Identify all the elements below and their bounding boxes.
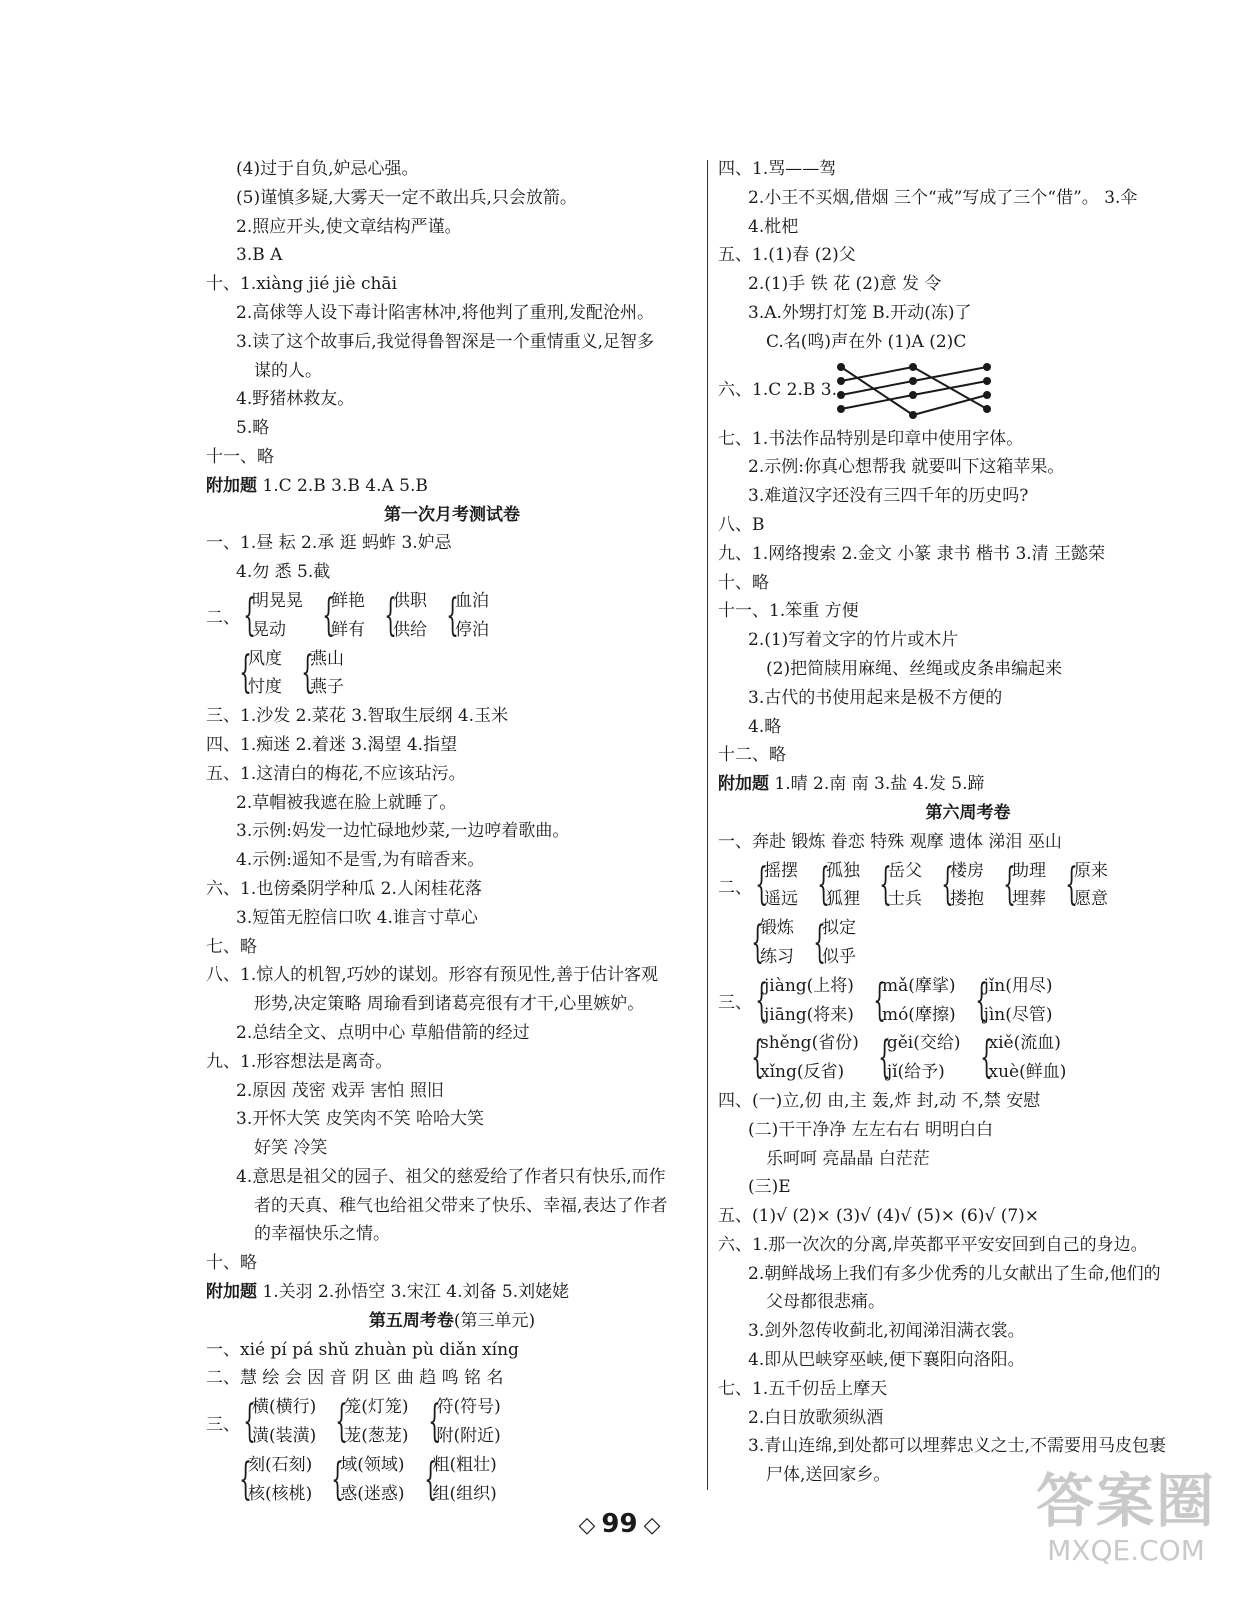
answer-line: 七、略 [206, 936, 257, 957]
pair-word: jìn(尽管) [983, 1004, 1053, 1025]
pair-word: 茏(葱茏) [344, 1426, 409, 1447]
word-pair [1000, 857, 1046, 915]
word-pairs-row [718, 857, 1218, 915]
pair-word: 埋葬 [1012, 889, 1046, 910]
answer-line: 5.略 [236, 418, 270, 439]
question-number: 三、 [718, 993, 752, 1014]
word-pair [240, 1393, 316, 1451]
answer-line: 八、B [718, 514, 765, 535]
answer-line: 好笑 冷笑 [254, 1138, 328, 1159]
pair-word: 风度 [248, 648, 282, 669]
pair-word: xuè(鲜血) [988, 1062, 1067, 1083]
pair-word: 组(组织) [432, 1483, 497, 1504]
pair-word: 孤独 [826, 860, 860, 881]
pair-word: 供职 [393, 590, 427, 611]
answer-line: 八、1.惊人的机智,巧妙的谋划。形容有预见性,善于估计客观 [206, 965, 659, 986]
word-pair [876, 857, 922, 915]
brace-icon: { [878, 1032, 891, 1084]
answer-line: 3.开怀大笑 皮笑肉不笑 哈哈大笑 [236, 1109, 485, 1130]
brace-icon: { [239, 647, 252, 699]
answer-line: (三)E [748, 1177, 791, 1198]
match-dot [984, 378, 990, 384]
watermark-url: MXQE.COM [1047, 1534, 1205, 1567]
answer-line: 乐呵呵 亮晶晶 白茫茫 [766, 1148, 930, 1169]
match-dot [838, 392, 844, 398]
pair-word: 燕山 [310, 648, 344, 669]
pair-word: 遥远 [764, 889, 798, 910]
pair-word: 附(附近) [436, 1426, 501, 1447]
brace-icon: { [873, 974, 886, 1026]
question-number: 三、 [206, 1414, 240, 1435]
bonus-answers: 1.晴 2.南 南 3.盐 4.发 5.蹄 [774, 774, 985, 795]
answer-line: 3.读了这个故事后,我觉得鲁智深是一个重情重义,足智多 [236, 331, 655, 352]
word-pairs-row [206, 1451, 698, 1509]
word-pair [814, 857, 860, 915]
brace-icon: { [751, 916, 764, 968]
brace-icon: { [384, 589, 397, 641]
answer-line: 3.A.外甥打灯笼 B.开动(冻)了 [748, 302, 972, 323]
section-title-sub: (第三单元) [453, 1310, 536, 1331]
word-pairs-row [206, 645, 698, 703]
bonus-line [718, 770, 1218, 799]
answer-line: 五、1.这清白的梅花,不应该玷污。 [206, 763, 466, 784]
pair-word: gěi(交给) [886, 1033, 961, 1054]
pair-word: 横(横行) [252, 1397, 317, 1418]
answer-line: (二)干干净净 左左右右 明明白白 [748, 1119, 994, 1140]
pair-word: 楼房 [950, 860, 984, 881]
answer-line: 3.短笛无腔信口吹 4.谁言寸草心 [236, 907, 478, 928]
word-pair [748, 1029, 859, 1087]
pair-word: 岳父 [888, 860, 922, 881]
word-pair [748, 914, 794, 972]
pair-word: 锻炼 [760, 918, 794, 939]
answer-line: 2.(1)手 铁 花 (2)意 发 令 [748, 274, 942, 295]
pair-word: xǐng(反省) [760, 1062, 845, 1083]
answer-line: 3.难道汉字还没有三四千年的历史吗? [748, 486, 1029, 507]
pair-word: 似乎 [822, 946, 856, 967]
pair-word: 助理 [1012, 860, 1046, 881]
pair-word: 拟定 [822, 918, 856, 939]
answer-line: 一、奔赴 锻炼 眷恋 特殊 观摩 遗体 涕泪 巫山 [718, 831, 1062, 852]
pair-word: jǐn(用尽) [983, 975, 1053, 996]
answer-line: 四、(一)立,仞 由,主 轰,炸 封,动 不,禁 安慰 [718, 1090, 1041, 1111]
answer-line: C.名(鸣)声在外 (1)A (2)C [766, 331, 967, 352]
match-dot [910, 392, 916, 398]
pair-word: mǎ(摩挲) [881, 975, 956, 996]
left-column [206, 155, 698, 1508]
answer-line: 四、1.痴迷 2.着迷 3.渴望 4.指望 [206, 734, 458, 755]
word-pairs-row [718, 1029, 1218, 1087]
bonus-heading: 附加题 [718, 774, 769, 795]
pair-word: 刻(石刻) [248, 1454, 313, 1475]
match-dot [910, 378, 916, 384]
brace-icon: { [1065, 859, 1078, 911]
answer-line: 四、1.骂——驾 [718, 159, 837, 179]
question-number: 二、 [718, 877, 752, 898]
word-pair [240, 587, 303, 645]
word-pair [752, 972, 854, 1030]
answer-line: 2.朝鲜战场上我们有多少优秀的儿女献出了生命,他们的 [748, 1263, 1161, 1284]
pair-word: 惑(迷惑) [340, 1483, 405, 1504]
answer-line: 2.草帽被我遮在脸上就睡了。 [236, 792, 457, 813]
brace-icon: { [243, 589, 256, 641]
brace-icon: { [974, 974, 988, 1026]
answer-line: 2.示例:你真心想帮我 就要叫下这箱苹果。 [748, 457, 1065, 478]
brace-icon: { [941, 859, 954, 911]
answer-line: 十一、略 [206, 446, 274, 467]
brace-icon: { [331, 1453, 345, 1505]
match-dot [838, 364, 844, 370]
answer-line: 3.示例:妈发一边忙碌地炒菜,一边哼着歌曲。 [236, 821, 570, 842]
word-pair [421, 1451, 497, 1509]
answer-line: 三、1.沙发 2.菜花 3.智取生辰纲 4.玉米 [206, 706, 509, 727]
pair-word: 练习 [760, 946, 794, 967]
word-pair [810, 914, 856, 972]
pair-word: shěng(省份) [760, 1033, 859, 1054]
pair-word: 狐狸 [826, 889, 860, 910]
brace-icon: { [423, 1453, 437, 1505]
bonus-heading: 附加题 [206, 1282, 257, 1303]
watermark-logo [1031, 1468, 1221, 1596]
right-column [718, 155, 1218, 1490]
pair-word: 明晃晃 [252, 590, 303, 611]
brace-icon: { [817, 859, 830, 911]
answer-line: 3.青山连绵,到处都可以埋葬忠义之士,不需要用马皮包裹 [748, 1436, 1167, 1457]
answer-line: 一、1.昼 耘 2.承 逛 蚂蚱 3.妒忌 [206, 533, 452, 554]
answer-line: 十、1.xiàng jié jiè chāi [206, 274, 398, 295]
pair-word: 符(符号) [436, 1397, 501, 1418]
diamond-icon: ◇ [643, 1513, 661, 1538]
answer-line: 4.略 [748, 716, 782, 737]
answer-line: 2.(1)写着文字的竹片或木片 [748, 630, 959, 651]
answer-line: 3.剑外忽传收蓟北,初闻涕泪满衣裳。 [748, 1321, 1025, 1342]
pair-word: 晃动 [252, 619, 286, 640]
pair-word: 潢(装潢) [252, 1426, 317, 1447]
word-pairs-row [206, 1393, 698, 1451]
brace-icon: { [755, 974, 768, 1026]
match-dot [984, 392, 990, 398]
pair-word: jǐ(给予) [886, 1062, 945, 1083]
section-title: 第六周考卷 [925, 802, 1011, 823]
match-dot [984, 406, 990, 412]
brace-icon: { [446, 589, 459, 641]
pair-word: 供给 [393, 619, 427, 640]
brace-icon: { [1003, 859, 1016, 911]
match-dot [910, 412, 916, 418]
brace-icon: { [427, 1396, 441, 1448]
answer-line: 九、1.形容想法是离奇。 [206, 1051, 393, 1072]
answer-line: 六、1.也傍桑阴学种瓜 2.人闲桂花落 [206, 878, 482, 899]
answer-line: 4.即从巴峡穿巫峡,便下襄阳向洛阳。 [748, 1350, 1025, 1371]
answer-line: 五、1.(1)春 (2)父 [718, 245, 856, 266]
answer-line: 2.照应开头,使文章结构严谨。 [236, 216, 462, 237]
answer-line: 2.小王不买烟,借烟 三个“戒”写成了三个“借”。 3.伞 [748, 187, 1138, 208]
answer-line: 2.总结全文、点明中心 草船借箭的经过 [236, 1022, 530, 1043]
answer-line: 六、1.那一次次的分离,岸英都平平安安回到自己的身边。 [718, 1234, 1148, 1255]
word-pair [443, 587, 489, 645]
answer-line: 2.高俅等人设下毒计陷害林冲,将他判了重刑,发配沧州。 [236, 302, 655, 323]
answer-line: 4.勿 悉 5.截 [236, 562, 331, 583]
answer-line: 者的天真、稚气也给祖父带来了快乐、幸福,表达了作者 [254, 1195, 668, 1216]
brace-icon: { [239, 1453, 252, 1505]
word-pair [236, 1451, 312, 1509]
word-pair [752, 857, 798, 915]
answer-line: 父母都很悲痛。 [766, 1292, 885, 1313]
pair-word: 停泊 [455, 619, 489, 640]
brace-icon: { [335, 1396, 349, 1448]
diamond-icon: ◇ [578, 1513, 596, 1538]
word-pair [381, 587, 427, 645]
pair-word: jiāng(将来) [764, 1004, 854, 1025]
pair-word: 摇摆 [764, 860, 798, 881]
pair-word: 原来 [1074, 860, 1108, 881]
question-number: 二、 [206, 608, 240, 629]
pair-word: 核(核桃) [248, 1483, 313, 1504]
answer-line: 十、略 [206, 1253, 257, 1274]
answer-line: 九、1.网络搜索 2.金文 小篆 隶书 楷书 3.清 王懿荣 [718, 543, 1106, 564]
answer-line: 4.意思是祖父的园子、祖父的慈爱给了作者只有快乐,而作 [236, 1166, 666, 1187]
word-pairs-row [718, 914, 1218, 972]
watermark-text: 答案圈 [1035, 1467, 1216, 1535]
answer-line: 3.B A [236, 245, 283, 266]
word-pair [1062, 857, 1108, 915]
match-dot [838, 406, 844, 412]
pair-word: 粗(粗壮) [432, 1454, 497, 1475]
answer-line: 十一、1.笨重 方便 [718, 601, 859, 622]
matching-diagram [837, 361, 1007, 421]
word-pair [938, 857, 984, 915]
match-dot [910, 364, 916, 370]
brace-icon: { [751, 1032, 764, 1084]
pair-word: 搂抱 [950, 889, 984, 910]
answer-line: 形势,决定策略 周瑜看到诸葛亮很有才干,心里嫉妒。 [254, 994, 645, 1015]
answer-line: 3.古代的书使用起来是极不方便的 [748, 687, 1003, 708]
bonus-answers: 1.C 2.B 3.B 4.A 5.B [262, 475, 428, 496]
answer-line: 4.野猪林救友。 [236, 389, 355, 410]
matching-line [718, 357, 1218, 425]
word-pair [425, 1393, 501, 1451]
word-pair [328, 1451, 404, 1509]
word-pair [332, 1393, 408, 1451]
answer-line: 2.原因 茂密 戏弄 害怕 照旧 [236, 1080, 444, 1101]
pair-word: 鲜有 [331, 619, 365, 640]
bonus-heading: 附加题 [206, 475, 257, 496]
brace-icon: { [322, 589, 335, 641]
word-pair [870, 972, 956, 1030]
match-dot [984, 364, 990, 370]
pair-word: 鲜艳 [331, 590, 365, 611]
page-number-value: 99 [601, 1509, 638, 1539]
word-pair [298, 645, 344, 703]
pair-word: mó(摩擦) [881, 1004, 956, 1025]
word-pairs-row [206, 587, 698, 645]
answer-line: 谋的人。 [254, 360, 322, 381]
word-pair [972, 972, 1053, 1030]
word-pairs-row [718, 972, 1218, 1030]
word-pair [236, 645, 282, 703]
answer-line: 2.白日放歌须纵酒 [748, 1407, 884, 1428]
answer-line: (4)过于自负,妒忌心强。 [236, 159, 419, 179]
bonus-line [206, 1278, 698, 1307]
word-pair [977, 1029, 1067, 1087]
answer-line: (5)谨慎多疑,大雾天一定不敢出兵,只会放箭。 [236, 187, 577, 208]
brace-icon: { [979, 1032, 993, 1084]
pair-word: 域(领域) [340, 1454, 405, 1475]
answer-line: 十二、略 [718, 745, 786, 766]
answer-line: 五、(1)√ (2)× (3)√ (4)√ (5)× (6)√ (7)× [718, 1206, 1040, 1227]
word-pair [875, 1029, 961, 1087]
section-title-main: 第五周考卷 [368, 1310, 454, 1331]
brace-icon: { [879, 859, 892, 911]
match-dot [838, 378, 844, 384]
answer-line: 一、xié pí pá shǔ zhuàn pù diǎn xíng [206, 1339, 519, 1360]
bonus-line [206, 472, 698, 501]
brace-icon: { [301, 647, 314, 699]
pair-word: jiàng(上将) [764, 975, 854, 996]
answer-line: 十、略 [718, 572, 769, 593]
pair-word: 血泊 [455, 590, 489, 611]
answer-line: 七、1.五千仞岳上摩天 [718, 1378, 888, 1399]
pair-word: 愿意 [1074, 889, 1108, 910]
answer-line: 的幸福快乐之情。 [254, 1224, 390, 1245]
section-title [206, 1307, 698, 1336]
answer-line: 4.示例:遥知不是雪,为有暗香来。 [236, 850, 485, 871]
matching-label: 六、1.C 2.B 3. [718, 380, 837, 401]
column-divider [707, 160, 708, 1490]
answer-line: 4.枇杷 [748, 216, 799, 237]
answer-line: (2)把简牍用麻绳、丝绳或皮条串编起来 [766, 658, 1063, 679]
pair-word: 笼(灯笼) [344, 1397, 409, 1418]
brace-icon: { [243, 1396, 256, 1448]
pair-word: 燕子 [310, 677, 344, 698]
word-pair [319, 587, 365, 645]
pair-word: xiě(流血) [988, 1033, 1061, 1054]
section-title: 第一次月考测试卷 [384, 504, 520, 525]
pair-word: 士兵 [888, 889, 922, 910]
bonus-answers: 1.关羽 2.孙悟空 3.宋江 4.刘备 5.刘姥姥 [262, 1282, 570, 1303]
answer-line: 七、1.书法作品特别是印章中使用字体。 [718, 428, 1024, 449]
answer-line: 二、慧 绘 会 因 音 阴 区 曲 趋 鸣 铭 名 [206, 1368, 504, 1389]
pair-word: 忖度 [248, 677, 282, 698]
brace-icon: { [755, 859, 768, 911]
brace-icon: { [813, 916, 826, 968]
answer-line: 尸体,送回家乡。 [766, 1465, 891, 1486]
